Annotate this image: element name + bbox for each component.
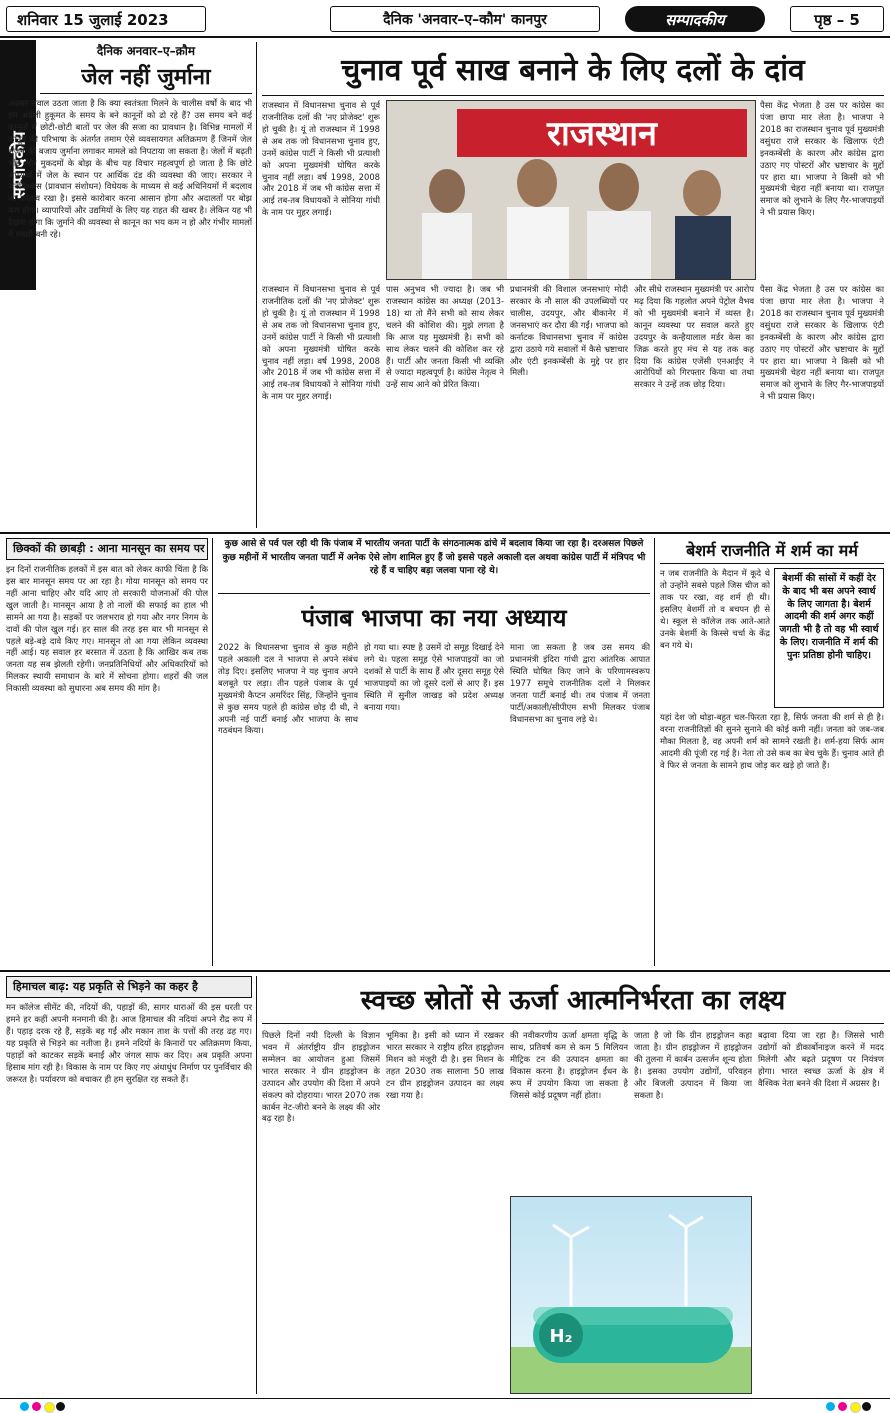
registration-mark-magenta xyxy=(32,1402,41,1411)
story5-kicker: हिमाचल बाढ़: यह प्रकृति से भिड़ने का कहर है xyxy=(6,976,252,998)
story4-body-bottom: यहां देश जो थोड़ा-बहुत चल-फिरता रहा है, सिर्फ जनता की शर्म से ही है। वरना राजनीतिज्ञों की सुनने सुनाने की कोई कमी नहीं। जनता को जब-जब मौका मिलता है, वह अपनी शर्म को सामने रखती है। शर्म-हया सिर्फ आम आदमी की पूंजी रह गई है। नेता तो उसे कब का बेच चुके हैं। चुनाव आते ही वे फिर से जनता के सामने हाथ जोड़ कर खड़े हो जाते हैं। xyxy=(660,712,884,770)
column-rule xyxy=(654,538,655,966)
column-rule xyxy=(256,976,257,1394)
hydrogen-photo xyxy=(510,1196,752,1394)
editorial-kicker: दैनिक अनवार–ए–क़ौम xyxy=(96,44,196,58)
section-name: सम्पादकीय xyxy=(625,6,765,32)
lead-col-5a: पैसा केंद्र भेजता है उस पर कांग्रेस का पंजा छापा मार लेता है। भाजपा ने 2018 का राजस्थान चुनाव पूर्व मुख्यमंत्री वसुंधरा राजे सरकार के खिलाफ एंटी इनकम्बेंसी के कारण और कांग्रेस द्वारा उठाए गए पोस्टरों और भ्रष्टाचार के मुद्दों पर हारा था। भाजपा ने किसी को भी मुख्यमंत्री चेहरा नहीं बनाया था। राजपूत समाज को लुभाने के लिए गैर-भाजपाइयों ने भी प्रयास किए। xyxy=(760,100,884,218)
section-rule xyxy=(0,970,890,972)
h2-label: H₂ xyxy=(549,1326,573,1347)
registration-mark-cyan xyxy=(20,1402,29,1411)
registration-mark-cyan xyxy=(826,1402,835,1411)
story2-kicker: छिक्कों की छाबड़ी : आना मानसून का समय पर xyxy=(6,538,208,560)
issue-date: शनिवार 15 जुलाई 2023 xyxy=(6,6,206,32)
lead-headline: चुनाव पूर्व साख बनाने के लिए दलों के दांव xyxy=(262,46,884,96)
column-rule xyxy=(256,42,257,528)
story6-headline: स्वच्छ स्रोतों से ऊर्जा आत्मनिर्भरता का लक्ष्य xyxy=(262,978,884,1024)
story4-pull-quote: बेशर्मी की सांसों में कहीं देर के बाद भी बस अपने स्वार्थ के लिए जागता है। बेशर्म आदमी की शर्म अगर कहीं जगती भी है तो वह भी स्वार्थ के लिए। राजनीति में शर्म की पुनः प्रतिष्ठा होनी चाहिए। xyxy=(774,568,884,708)
registration-mark-yellow xyxy=(44,1402,55,1413)
editorial-headline: जेल नहीं जुर्माना xyxy=(81,65,211,90)
registration-mark-yellow xyxy=(850,1402,861,1413)
lead-col-1b: राजस्थान में विधानसभा चुनाव से पूर्व राजनीतिक दलों की 'नए प्रोजेक्ट' शुरू हो चुकी है। यूं तो राजस्थान में 1998 से अब तक जो विधानसभा चुनाव हुए, उनमें कांग्रेस पार्टी ने किसी भी प्रत्याशी को अपना मुख्यमंत्री घोषित करके चुनाव नहीं लड़ा। वर्ष 1998, 2008 और 2018 में जब भी कांग्रेस सत्ता में आई तब-तब विधायकों ने सोनिया गांधी के नाम पर मुहर लगाई। xyxy=(262,284,380,402)
lead-photo xyxy=(386,100,756,280)
section-rule xyxy=(0,532,890,534)
story4-body-top: न जब राजनीति के मैदान में कूदे थे तो उन्होंने सबसे पहले जिस चीज को ताक पर रखा, वह शर्म ही थी। इसलिए बेशर्मी तो व बचपन ही से थे। स्कूल से कॉलेज तक आते-आते उनके बेशर्मी के किस्से चर्चा के केंद्र बन गये थे। xyxy=(660,568,770,650)
story3-col-2: हो गया था। स्पष्ट है उसमें दो समूह दिखाई देने लगे थे। पहला समूह ऐसे भाजपाइयों का जो दशकों से पार्टी के साथ हैं और दूसरा समूह ऐसे भाजपाइयों का जो दूसरे दलों से आए हैं। इस स्थिति में सुनील जाखड़ को प्रदेश अध्यक्ष बनाया गया। xyxy=(364,642,504,712)
masthead xyxy=(0,0,890,38)
lead-col-5b: पैसा केंद्र भेजता है उस पर कांग्रेस का पंजा छापा मार लेता है। भाजपा ने 2018 का राजस्थान चुनाव पूर्व मुख्यमंत्री वसुंधरा राजे सरकार के खिलाफ एंटी इनकम्बेंसी के कारण और कांग्रेस द्वारा उठाए गए पोस्टरों और भ्रष्टाचार के मुद्दों पर हारा था। भाजपा ने किसी को भी मुख्यमंत्री चेहरा नहीं बनाया था। राजपूत समाज को लुभाने के लिए गैर-भाजपाइयों ने भी प्रयास किए। xyxy=(760,284,884,402)
lead-col-4: और सीधे राजस्थान मुख्यमंत्री पर आरोप मढ़ दिया कि गहलोत अपने पेट्रोल वैभव को भी मुख्यमंत्री बनाने में व्यस्त है। कानून व्यवस्था पर सवाल करते हुए उदयपुर के कन्हैयालाल मर्डर केस का जिक्र करते हुए मंच से यह तक कह दिया कि कांग्रेस एजेंसी एनआईए ने आरोपियों को गिरफ्तार किया था तथा सरकार ने उन्हें तक छोड़ दिया। xyxy=(634,284,754,390)
lead-col-2: पास अनुभव भी ज्यादा है। जब भी राजस्थान कांग्रेस का अध्यक्ष (2013-18) था तो मैंने सभी को साथ लेकर चलने की कोशिश की। मुझे लगता है कि आज यह मुख्यमंत्री है। सभी को साथ लेकर चलने की कोशिश कर रहे हैं। पार्टी और जनता किसी भी व्यक्ति से ज्यादा महत्वपूर्ण है। कांग्रेस नेतृत्व ने उन्हें साथ आने को प्रेरित किया। xyxy=(386,284,504,390)
page-number: पृष्ठ – 5 xyxy=(790,6,884,32)
story6-col-2: भूमिका है। इसी को ध्यान में रखकर भारत सरकार ने राष्ट्रीय हरित हाइड्रोजन मिशन को मंजूरी दी है। इस मिशन के तहत 2030 तक सालाना 50 लाख टन ग्रीन हाइड्रोजन उत्पादन का लक्ष्य रखा गया है। xyxy=(386,1030,504,1100)
politicians-photo xyxy=(387,101,756,280)
lead-col-3: प्रधानमंत्री की विशाल जनसभाएं मोदी सरकार के नौ साल की उपलब्धियों पर चालीस, उदयपुर, और बीकानेर में जनसभाएं कर दौरा की गईं। भाजपा को कर्नाटक विधानसभा चुनाव में कांग्रेस द्वारा उठाये गये सवालों में कैसे भ्रष्टाचार और एंटी इनकम्बेंसी के मुद्दे पर हार मिली। xyxy=(510,284,628,378)
photo-banner-text: राजस्थान xyxy=(547,114,657,154)
lead-col-1a: राजस्थान में विधानसभा चुनाव से पूर्व राजनीतिक दलों की 'नए प्रोजेक्ट' शुरू हो चुकी है। यूं तो राजस्थान में 1998 से अब तक जो विधानसभा चुनाव हुए, उनमें कांग्रेस पार्टी ने किसी भी प्रत्याशी को अपना मुख्यमंत्री घोषित करके चुनाव नहीं लड़ा। वर्ष 1998, 2008 और 2018 में जब भी कांग्रेस सत्ता में आई तब-तब विधायकों ने सोनिया गांधी के नाम पर मुहर लगाई। xyxy=(262,100,380,218)
hydrogen-tank-illustration xyxy=(511,1197,752,1394)
editorial-body: अक्सर सवाल उठता जाता है कि क्या स्वतंत्रता मिलने के चालीस वर्षों के बाद भी हम अंग्रेजी हुकूमत के समय के बने कानूनों को ढो रहे हैं? उस समय बने कई कानूनों में छोटी-छोटी बातों पर जेल की सजा का प्रावधान है। विभिन्न मामलों में कानून की परिभाषा के अंतर्गत तमाम ऐसे व्यवसायगत अतिक्रमण हैं जिनमें जेल भेजने की बजाय जुर्माना लगाकर मामले को निपटाया जा सकता है। जेलों में बढ़ती भीड़ और मुकदमों के बोझ के बीच यह विचार महत्वपूर्ण हो जाता है कि छोटे अपराधों में जेल के स्थान पर आर्थिक दंड की व्यवस्था की जाए। सरकार ने जनविश्वास (प्रावधान संशोधन) विधेयक के माध्यम से कई अधिनियमों में बदलाव का प्रस्ताव रखा है। इससे कारोबार करना आसान होगा और अदालतों पर बोझ कम होगा। व्यापारियों और उद्यमियों के लिए यह राहत की खबर है। लेकिन यह भी देखना होगा कि जुर्माने की व्यवस्था से कानून का भय कम न हो और गंभीर मामलों में सख्ती बनी रहे। xyxy=(8,98,252,240)
editorial-header xyxy=(40,42,252,94)
footer xyxy=(0,1398,890,1413)
registration-mark-black xyxy=(56,1402,65,1411)
registration-mark-magenta xyxy=(838,1402,847,1411)
story3-headline: पंजाब भाजपा का नया अध्याय xyxy=(301,604,567,632)
story5-body: मन कॉलेज सीमेंट की, नदियों की, पहाड़ों की, सागर धाराओं की इस धरती पर हमने हर कहीं अपनी मनमानी की है। आज हिमाचल की नदियां अपने रौद्र रूप में हैं। पहाड़ दरक रहे हैं, सड़कें बह गईं और मकान ताश के पत्तों की तरह ढह गए। यह प्रकृति से भिड़ने का नतीजा है। हमने नदियों के किनारों पर अतिक्रमण किया, पहाड़ों को काटकर सड़कें बनाईं और जंगल साफ कर दिए। अब प्रकृति अपना हिसाब मांग रही है। विकास के नाम पर किए गए अंधाधुंध निर्माण पर पुनर्विचार की जरूरत है। पर्यावरण को बचाकर ही हम सुरक्षित रह सकते हैं। xyxy=(6,1002,252,1084)
paper-name: दैनिक 'अनवार–ए–कौम' कानपुर xyxy=(330,6,600,32)
story2-body: इन दिनों राजनीतिक हलकों में इस बात को लेकर काफी चिंता है कि इस बार मानसून समय पर आ रहा है। गोया मानसून को समय पर नहीं आना चाहिए और यदि आए तो सरकारी योजनाओं की पोल खुल जाती है। मानसून आया है तो नालों की सफाई का हाल भी सामने आ गया है। सड़कों पर जलभराव हो गया और नगर निगम के दावों की पोल खुल गई। हर साल की तरह इस बार भी मानसून से पहले बड़े-बड़े दावे किए गए। मानसून तो आ गया लेकिन व्यवस्था नहीं आई। यह सवाल हर बरसात में उठता है कि आखिर कब तक जनता यह सब झेलती रहेगी। जनप्रतिनिधियों और अधिकारियों को मिलकर स्थायी समाधान के बारे में सोचना होगा। शहरों की जल निकासी व्यवस्था को सुधारना अब समय की मांग है। xyxy=(6,564,208,694)
story3-col-1: 2022 के विधानसभा चुनाव से कुछ महीने पहले अकाली दल ने भाजपा से अपने संबंध तोड़ दिए। इसलिए भाजपा ने यह चुनाव अपने बलबूते पर लड़ा। तीन पहले पंजाब के पूर्व मुख्यमंत्री कैप्टन अमरिंदर सिंह, जिन्होंने चुनाव से कुछ समय पहले ही कांग्रेस छोड़ दी थी, ने अपनी नई पार्टी बनाई और भाजपा के साथ गठबंधन किया। xyxy=(218,642,358,736)
editorial-band: सम्पादकीय xyxy=(0,40,36,290)
banner-quote: कुछ आसे से पर्व पल रही थी कि पंजाब में भारतीय जनता पार्टी के संगठनात्मक ढांचे में बदलाव किया जा रहा है। दरअसल पिछले कुछ महीनों में भारतीय जनता पार्टी में अनेक ऐसे लोग शामिल हुए हैं जो इससे पहले अकाली दल अथवा कांग्रेस पार्टी में मंत्रिपद भी रहे हैं व चाहिए बड़ा जलवा पाना रहे थे। xyxy=(218,538,650,594)
story6-col-5: बढ़ावा दिया जा रहा है। जिससे भारी उद्योगों को डीकार्बोनाइज करने में मदद मिलेगी और बढ़ते प्रदूषण पर नियंत्रण होगा। भारत स्वच्छ ऊर्जा के क्षेत्र में वैश्विक नेता बनने की दिशा में अग्रसर है। xyxy=(758,1030,884,1088)
registration-mark-black xyxy=(862,1402,871,1411)
story3-col-3: माना जा सकता है जब उस समय की प्रधानमंत्री इंदिरा गांधी द्वारा आंतरिक आपात स्थिति घोषित किए जाने के परिणामस्वरूप 1977 समूचे राजनीतिक दलों ने मिलकर जनता पार्टी बनाई थी। तब पंजाब में जनता पार्टी/अकाली/सीपीएम सभी मिलकर पंजाब विधानसभा का चुनाव लड़े थे। xyxy=(510,642,650,724)
column-rule xyxy=(212,538,213,966)
story6-col-3: की नवीकरणीय ऊर्जा क्षमता वृद्धि के साथ, प्रतिवर्ष कम से कम 5 मिलियन मीट्रिक टन की उत्पादन क्षमता का विकास करना है। हाइड्रोजन ईंधन के रूप में उपयोग किया जा सकता है जिससे कोई प्रदूषण नहीं होता। xyxy=(510,1030,628,1100)
story6-col-1: पिछले दिनों नयी दिल्ली के विज्ञान भवन में अंतर्राष्ट्रीय ग्रीन हाइड्रोजन सम्मेलन का आयोजन हुआ जिसमें भारत सरकार ने ग्रीन हाइड्रोजन के उत्पादन और उपयोग की दिशा में अपने संकल्प को दोहराया। भारत 2070 तक कार्बन नेट-जीरो बनने के लक्ष्य की ओर बढ़ रहा है। xyxy=(262,1030,380,1124)
story4-headline: बेशर्म राजनीति में शर्म का मर्म xyxy=(660,538,884,564)
story6-col-4: जाता है जो कि ग्रीन हाइड्रोजन कहा जाता है। ग्रीन हाइड्रोजन में हाइड्रोजन की तुलना में कार्बन उत्सर्जन शून्य होता है। इसका उपयोग उद्योगों, परिवहन और बिजली उत्पादन में किया जा सकता है। xyxy=(634,1030,752,1100)
